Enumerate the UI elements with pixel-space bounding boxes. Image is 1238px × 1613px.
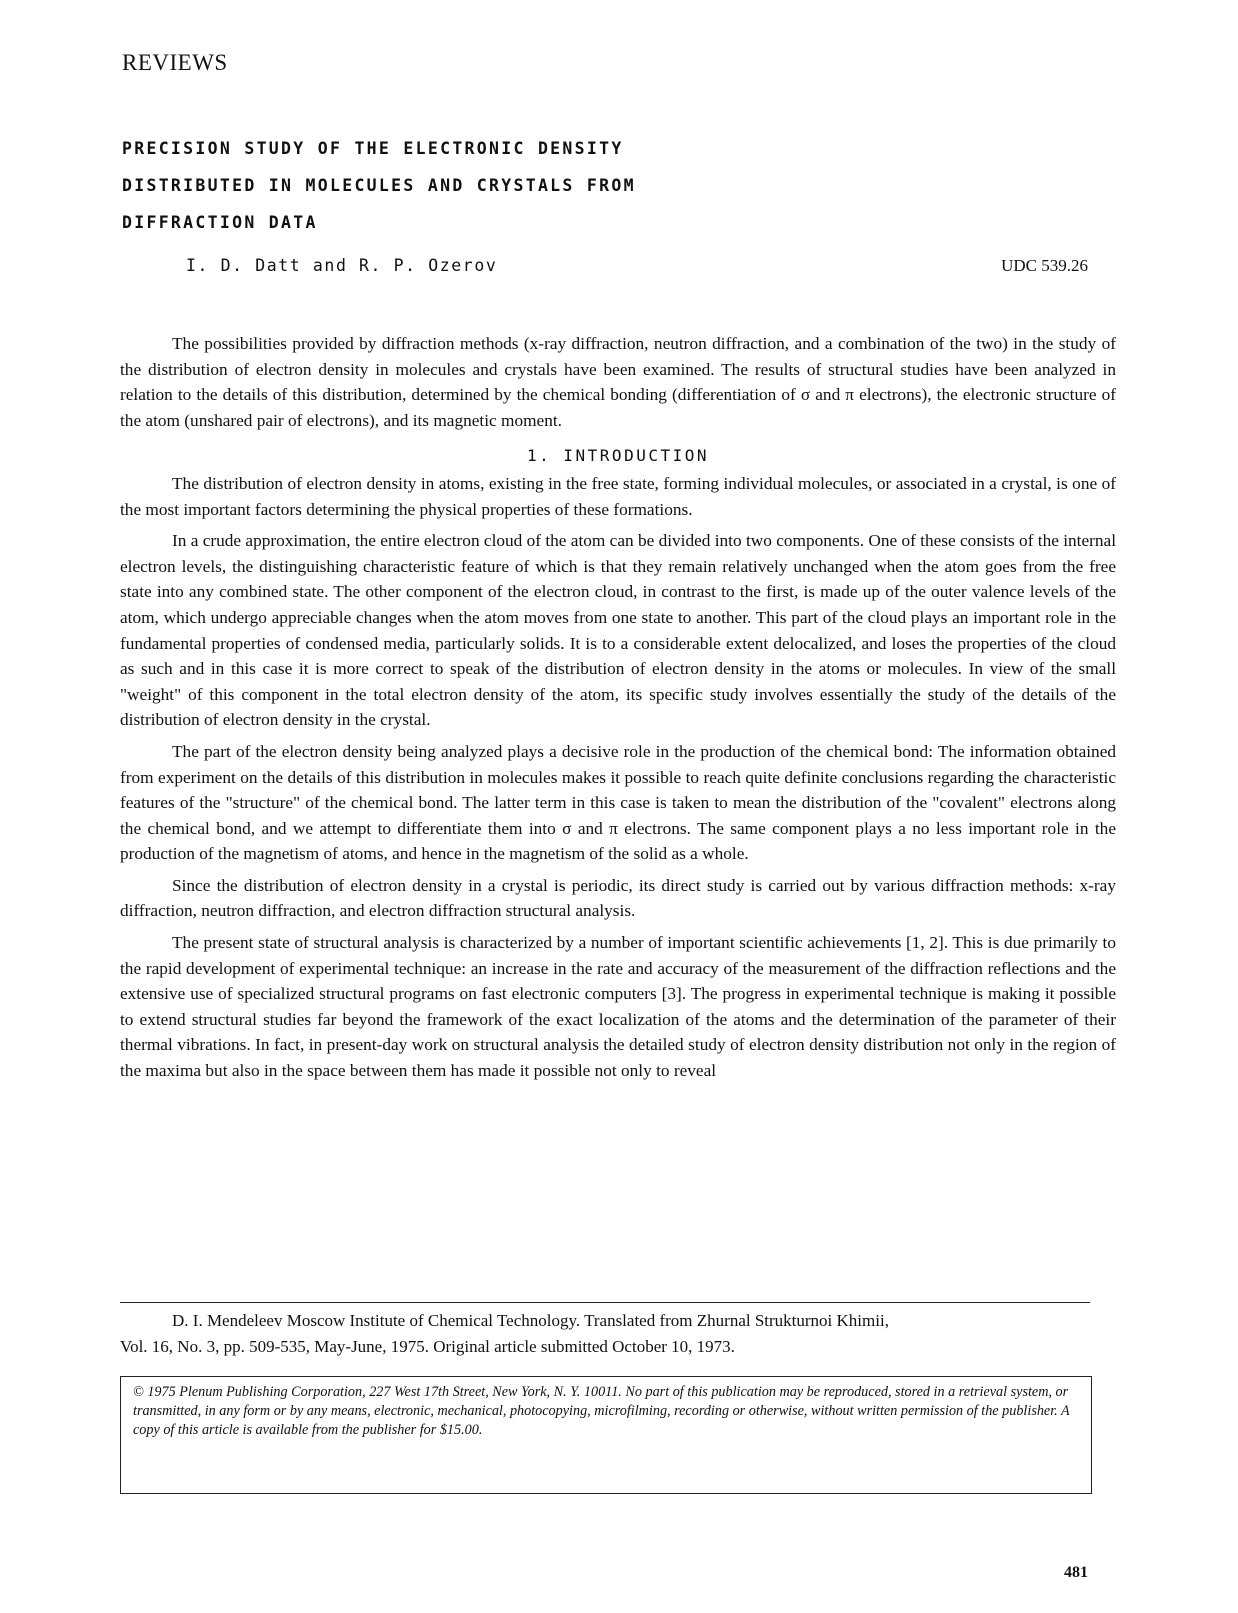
section-heading: 1. INTRODUCTION <box>527 446 709 466</box>
title-line: DISTRIBUTED IN MOLECULES AND CRYSTALS FROM <box>122 176 636 195</box>
footnote-divider <box>120 1302 1090 1303</box>
paragraph: In a crude approximation, the entire electron cloud of the atom can be divided into two components. One of these consists of the internal electron levels, the distinguishing characteristic feature of which is that they remain relatively unchanged when the atom goes from the free state into any combined state. The other component of the electron cloud, in contrast to the first, is made up of the outer valence levels of the atom, which undergo appreciable changes when the atom moves from one state to another. This part of the cloud plays an important role in the fundamental properties of condensed media, particularly solids. It is to a considerable extent delocalized, and loses the properties of the cloud as such and in this case it is more correct to speak of the distribution of electron density in the atoms or molecules. In view of the small "weight" of this component in the total electron density of the atom, its specific study involves essentially the study of the details of the distribution of electron density in the crystal. <box>120 531 1116 730</box>
page-number: 481 <box>1064 1564 1088 1581</box>
copyright-notice: © 1975 Plenum Publishing Corporation, 227 West 17th Street, New York, N. Y. 10011. No part of this publication may be reproduced, stored in a retrieval system, or transmitted, in any form or by any means, electronic, mechanical, photocopying, microfilming, recording or otherwise, without written permission of the publisher. A copy of this article is available from the publisher for $15.00. <box>120 1376 1092 1494</box>
title-line: PRECISION STUDY OF THE ELECTRONIC DENSITY <box>122 139 624 158</box>
paragraph: The present state of structural analysis is characterized by a number of important scientific achievements [1, 2]. This is due primarily to the rapid development of experimental technique: an increase in the rate and accuracy of the measurement of the diffraction reflections and the extensive use of specialized structural programs on fast electronic computers [3]. The progress in experimental technique is making it possible to extend structural studies far beyond the framework of the exact localization of the atoms and the determination of the parameter of their thermal vibrations. In fact, in present-day work on structural analysis the detailed study of electron density distribution not only in the region of the maxima but also in the space between them has made it possible not only to reveal <box>120 933 1116 1081</box>
abstract: The possibilities provided by diffraction methods (x-ray diffraction, neutron diffraction, and a combination of the two) in the study of the distribution of electron density in molecules and crystals have been examined. The results of structural studies have been analyzed in relation to the details of this distribution, determined by the chemical bonding (differentiation of σ and π electrons), the electronic structure of the atom (unshared pair of electrons), and its magnetic moment. <box>120 334 1116 430</box>
paragraph: The part of the electron density being analyzed plays a decisive role in the production of the chemical bond: The information obtained from experiment on the details of this distribution in molecules makes it possible to reach quite definite conclusions regarding the characteristic features of the "structure" of the chemical bond. The latter term in this case is taken to mean the distribution of the "covalent" electrons along the chemical bond, and we attempt to differentiate them into σ and π electrons. The same component plays a no less important role in the production of the magnetism of atoms, and hence in the magnetism of the solid as a whole. <box>120 741 1116 864</box>
paragraph: The distribution of electron density in atoms, existing in the free state, forming individual molecules, or associated in a crystal, is one of the most important factors determining the physical properties of these formations. <box>120 473 1116 519</box>
title-line: DIFFRACTION DATA <box>122 213 318 232</box>
authors: I. D. Datt and R. P. Ozerov <box>186 256 498 275</box>
section-label: REVIEWS <box>122 50 228 75</box>
udc-code: UDC 539.26 <box>1001 256 1088 275</box>
article-body <box>120 331 1116 1090</box>
footnote <box>120 1308 1088 1360</box>
footnote-affiliation: D. I. Mendeleev Moscow Institute of Chemical Technology. Translated from Zhurnal Strukturnoi Khimii, <box>172 1311 889 1330</box>
footnote-citation: Vol. 16, No. 3, pp. 509-535, May-June, 1975. Original article submitted October 10, 1973. <box>120 1337 735 1356</box>
paragraph: Since the distribution of electron density in a crystal is periodic, its direct study is carried out by various diffraction methods: x-ray diffraction, neutron diffraction, and electron diffraction structural analysis. <box>120 875 1116 921</box>
article-title <box>122 130 882 241</box>
